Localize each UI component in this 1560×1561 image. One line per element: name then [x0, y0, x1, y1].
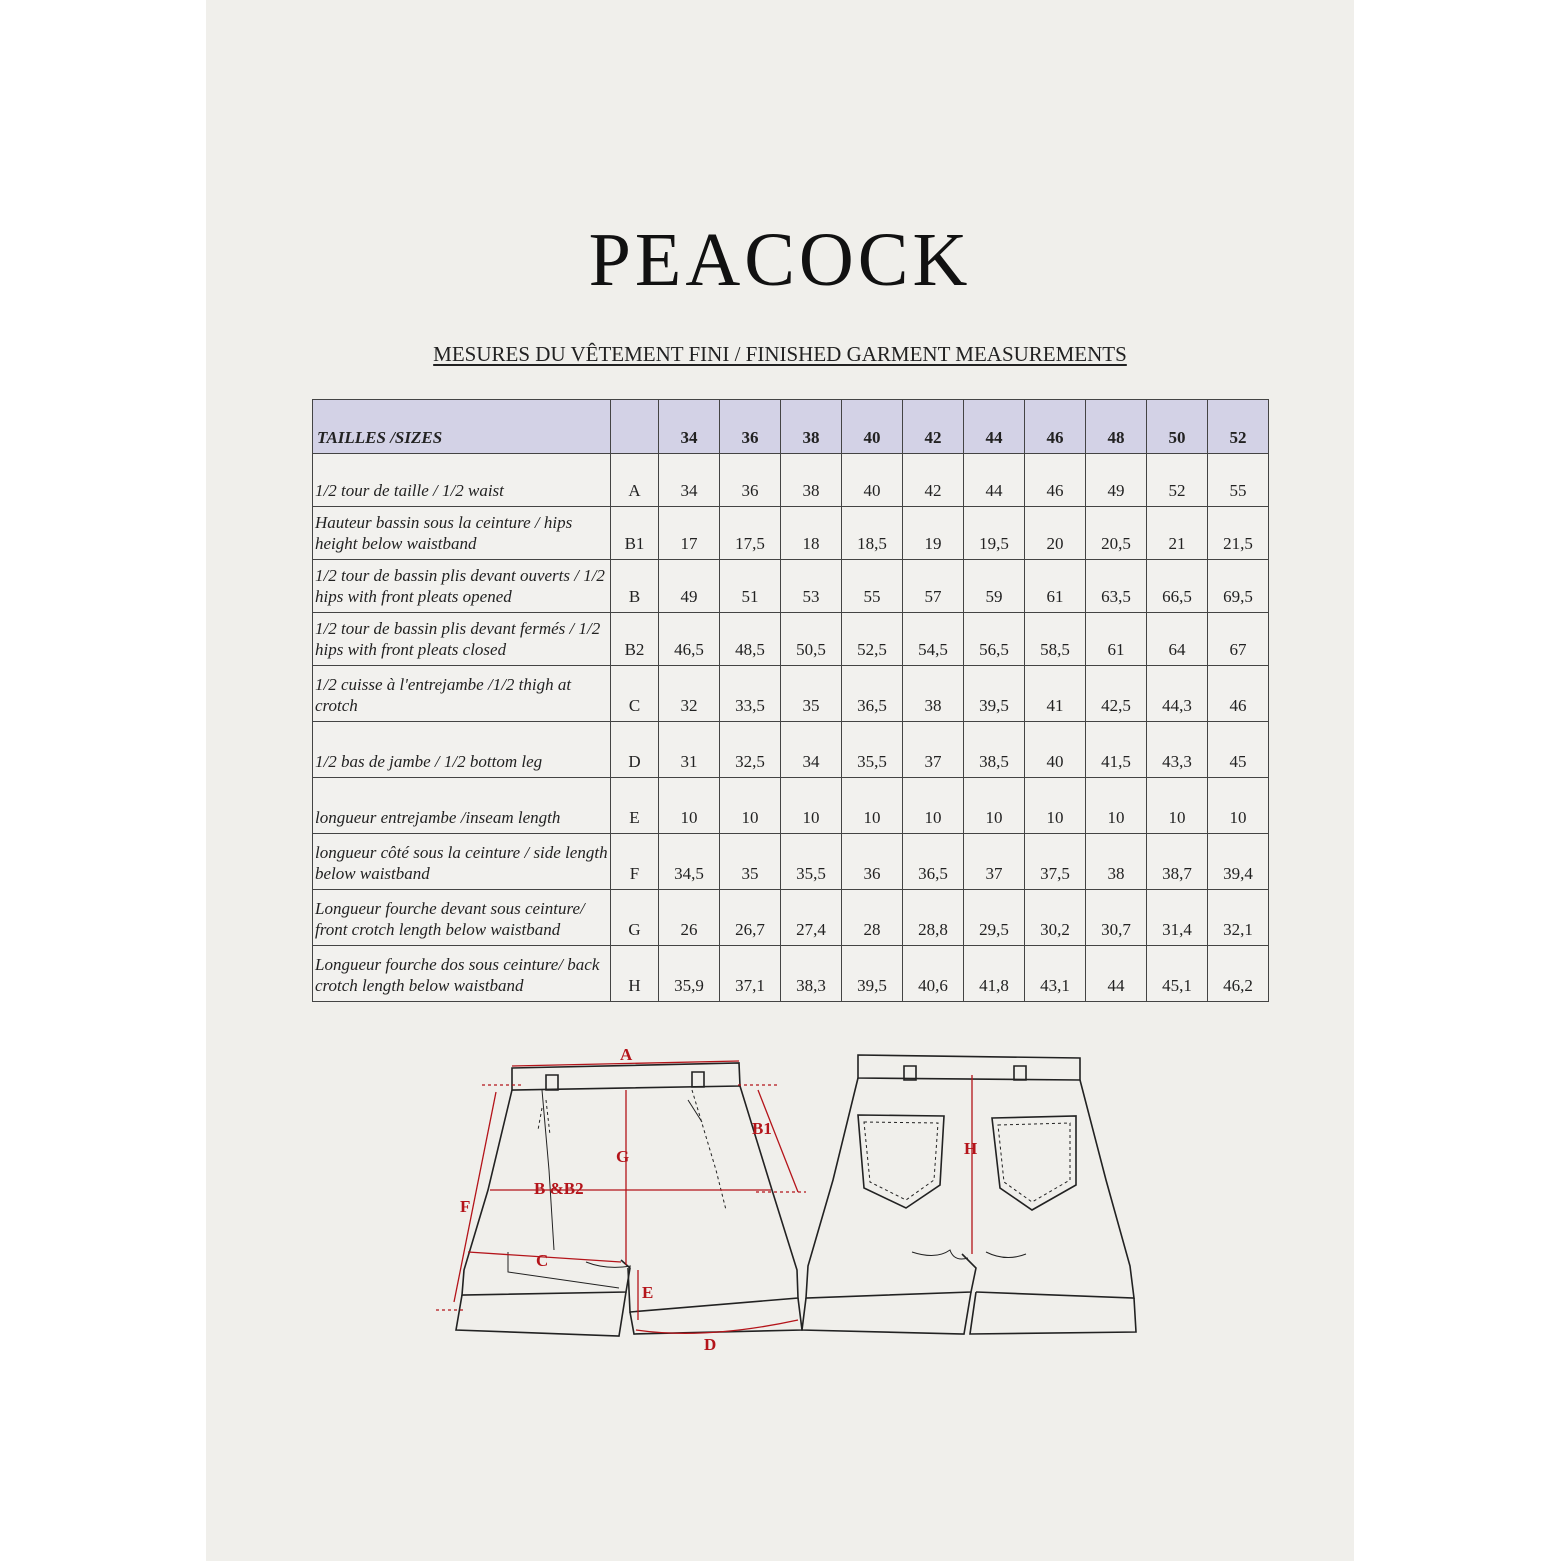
measurement-value: 35,9 [659, 946, 720, 1002]
brand-title: PEACOCK [588, 218, 972, 302]
label-f: F [460, 1197, 471, 1216]
measurement-value: 46 [1208, 666, 1269, 722]
measurement-value: 63,5 [1086, 560, 1147, 613]
measurement-value: 35 [781, 666, 842, 722]
measurement-value: 44 [964, 454, 1025, 507]
size-header-40: 40 [842, 400, 903, 454]
measurement-value: 10 [720, 778, 781, 834]
label-h: H [964, 1139, 978, 1158]
measurement-value: 57 [903, 560, 964, 613]
measurement-value: 28 [842, 890, 903, 946]
size-header-34: 34 [659, 400, 720, 454]
size-header-44: 44 [964, 400, 1025, 454]
measurement-value: 26,7 [720, 890, 781, 946]
measurement-value: 35,5 [842, 722, 903, 778]
measurement-value: 20 [1025, 507, 1086, 560]
measurement-value: 30,2 [1025, 890, 1086, 946]
measurement-value: 66,5 [1147, 560, 1208, 613]
measurement-value: 46,5 [659, 613, 720, 666]
table-row [313, 890, 1269, 946]
measurement-value: 54,5 [903, 613, 964, 666]
measurement-value: 10 [659, 778, 720, 834]
table-row [313, 454, 1269, 507]
measurement-value: 40 [1025, 722, 1086, 778]
measurement-value: 36 [720, 454, 781, 507]
measurement-value: 36,5 [903, 834, 964, 890]
code-header-cell [611, 400, 659, 454]
measurement-value: 43,1 [1025, 946, 1086, 1002]
measurement-code: B1 [611, 507, 659, 560]
size-header-46: 46 [1025, 400, 1086, 454]
measurement-value: 46 [1025, 454, 1086, 507]
measurement-value: 27,4 [781, 890, 842, 946]
measurement-value: 64 [1147, 613, 1208, 666]
label-b-b2: B &B2 [534, 1179, 584, 1198]
measurement-label: Hauteur bassin sous la ceinture / hips height below waistband [313, 507, 611, 560]
measurement-value: 21 [1147, 507, 1208, 560]
measurement-label: longueur côté sous la ceinture / side length below waistband [313, 834, 611, 890]
measurement-code: H [611, 946, 659, 1002]
measurement-value: 37 [903, 722, 964, 778]
measurement-value: 36,5 [842, 666, 903, 722]
measurement-value: 40,6 [903, 946, 964, 1002]
label-a: A [620, 1045, 633, 1064]
size-header-52: 52 [1208, 400, 1269, 454]
measurement-value: 42 [903, 454, 964, 507]
measurement-value: 31,4 [1147, 890, 1208, 946]
measurement-value: 67 [1208, 613, 1269, 666]
measurement-code: B [611, 560, 659, 613]
table-row [313, 778, 1269, 834]
measurement-value: 38,5 [964, 722, 1025, 778]
measurement-value: 49 [1086, 454, 1147, 507]
measurement-code: D [611, 722, 659, 778]
table-body [313, 454, 1269, 1002]
label-c: C [536, 1251, 549, 1270]
measurement-code: E [611, 778, 659, 834]
measurement-code: G [611, 890, 659, 946]
measurement-value: 10 [1025, 778, 1086, 834]
measurement-value: 10 [1147, 778, 1208, 834]
measurement-value: 44,3 [1147, 666, 1208, 722]
measurement-value: 58,5 [1025, 613, 1086, 666]
measurement-value: 34,5 [659, 834, 720, 890]
measurement-value: 19 [903, 507, 964, 560]
table-header-row [313, 400, 1269, 454]
measurement-value: 69,5 [1208, 560, 1269, 613]
measurement-value: 48,5 [720, 613, 781, 666]
measurement-value: 35,5 [781, 834, 842, 890]
measurement-label: 1/2 tour de bassin plis devant ouverts / 1/2 hips with front pleats opened [313, 560, 611, 613]
label-d: D [704, 1335, 717, 1354]
measurement-value: 37,1 [720, 946, 781, 1002]
size-chart-sheet [206, 0, 1354, 1561]
measurement-value: 21,5 [1208, 507, 1269, 560]
measurement-value: 45 [1208, 722, 1269, 778]
label-e: E [642, 1283, 654, 1302]
measurements-table [312, 399, 1269, 1002]
measurement-value: 52 [1147, 454, 1208, 507]
size-header-38: 38 [781, 400, 842, 454]
measurement-code: A [611, 454, 659, 507]
measurement-label: 1/2 tour de taille / 1/2 waist [313, 454, 611, 507]
size-header-48: 48 [1086, 400, 1147, 454]
size-header-50: 50 [1147, 400, 1208, 454]
measurement-label: Longueur fourche dos sous ceinture/ back crotch length below waistband [313, 946, 611, 1002]
measurement-value: 37,5 [1025, 834, 1086, 890]
measurement-value: 17,5 [720, 507, 781, 560]
sizes-header-label: TAILLES /SIZES [313, 400, 611, 454]
measurement-value: 44 [1086, 946, 1147, 1002]
measurement-value: 39,5 [842, 946, 903, 1002]
label-g: G [616, 1147, 630, 1166]
size-header-42: 42 [903, 400, 964, 454]
back-view-drawing [802, 1055, 1136, 1334]
measurement-value: 18,5 [842, 507, 903, 560]
table-row [313, 834, 1269, 890]
measurement-code: F [611, 834, 659, 890]
table-row [313, 666, 1269, 722]
measurement-value: 20,5 [1086, 507, 1147, 560]
measurement-value: 45,1 [1147, 946, 1208, 1002]
measurement-value: 41,5 [1086, 722, 1147, 778]
measurement-value: 51 [720, 560, 781, 613]
measurement-label: 1/2 tour de bassin plis devant fermés / 1/2 hips with front pleats closed [313, 613, 611, 666]
measurement-value: 18 [781, 507, 842, 560]
measurement-value: 10 [964, 778, 1025, 834]
measurement-value: 40 [842, 454, 903, 507]
measurement-value: 41,8 [964, 946, 1025, 1002]
measurement-value: 32 [659, 666, 720, 722]
measurement-value: 38,7 [1147, 834, 1208, 890]
measurement-value: 10 [842, 778, 903, 834]
measurement-value: 56,5 [964, 613, 1025, 666]
table-row [313, 722, 1269, 778]
measurement-value: 61 [1025, 560, 1086, 613]
measurement-value: 39,4 [1208, 834, 1269, 890]
measurement-label: 1/2 cuisse à l'entrejambe /1/2 thigh at crotch [313, 666, 611, 722]
measurement-value: 19,5 [964, 507, 1025, 560]
measurement-value: 17 [659, 507, 720, 560]
measurement-label: longueur entrejambe /inseam length [313, 778, 611, 834]
measurement-value: 50,5 [781, 613, 842, 666]
measurement-value: 37 [964, 834, 1025, 890]
measurement-value: 38 [781, 454, 842, 507]
measurement-value: 34 [659, 454, 720, 507]
shorts-diagram [206, 1030, 1354, 1370]
measurement-label: Longueur fourche devant sous ceinture/ front crotch length below waistband [313, 890, 611, 946]
measurement-value: 32,1 [1208, 890, 1269, 946]
measurement-value: 52,5 [842, 613, 903, 666]
measurement-value: 59 [964, 560, 1025, 613]
measurement-value: 53 [781, 560, 842, 613]
measurement-value: 55 [1208, 454, 1269, 507]
measurement-labels [460, 1045, 977, 1354]
measurement-value: 55 [842, 560, 903, 613]
measurement-label: 1/2 bas de jambe / 1/2 bottom leg [313, 722, 611, 778]
measurement-value: 38 [1086, 834, 1147, 890]
measurement-value: 30,7 [1086, 890, 1147, 946]
measurement-code: B2 [611, 613, 659, 666]
measurement-value: 35 [720, 834, 781, 890]
measurement-value: 10 [1208, 778, 1269, 834]
table-row [313, 613, 1269, 666]
measurement-value: 46,2 [1208, 946, 1269, 1002]
measurement-code: C [611, 666, 659, 722]
measurement-value: 28,8 [903, 890, 964, 946]
chart-subtitle: MESURES DU VÊTEMENT FINI / FINISHED GARMENT MEASUREMENTS [433, 342, 1127, 366]
measurement-value: 49 [659, 560, 720, 613]
label-b1: B1 [752, 1119, 772, 1138]
size-header-36: 36 [720, 400, 781, 454]
measurement-value: 41 [1025, 666, 1086, 722]
measurement-value: 31 [659, 722, 720, 778]
measurement-value: 29,5 [964, 890, 1025, 946]
measurement-value: 10 [1086, 778, 1147, 834]
measurement-value: 10 [903, 778, 964, 834]
measurement-value: 38,3 [781, 946, 842, 1002]
measurement-value: 43,3 [1147, 722, 1208, 778]
table-row [313, 946, 1269, 1002]
measurement-value: 33,5 [720, 666, 781, 722]
measurement-value: 61 [1086, 613, 1147, 666]
measurement-value: 32,5 [720, 722, 781, 778]
measurement-value: 39,5 [964, 666, 1025, 722]
measurement-value: 26 [659, 890, 720, 946]
table-row [313, 507, 1269, 560]
measurement-value: 10 [781, 778, 842, 834]
measurement-value: 36 [842, 834, 903, 890]
front-view-drawing [456, 1063, 802, 1336]
measurement-value: 42,5 [1086, 666, 1147, 722]
measurement-lines [436, 1061, 972, 1333]
measurement-value: 34 [781, 722, 842, 778]
table-row [313, 560, 1269, 613]
measurement-value: 38 [903, 666, 964, 722]
